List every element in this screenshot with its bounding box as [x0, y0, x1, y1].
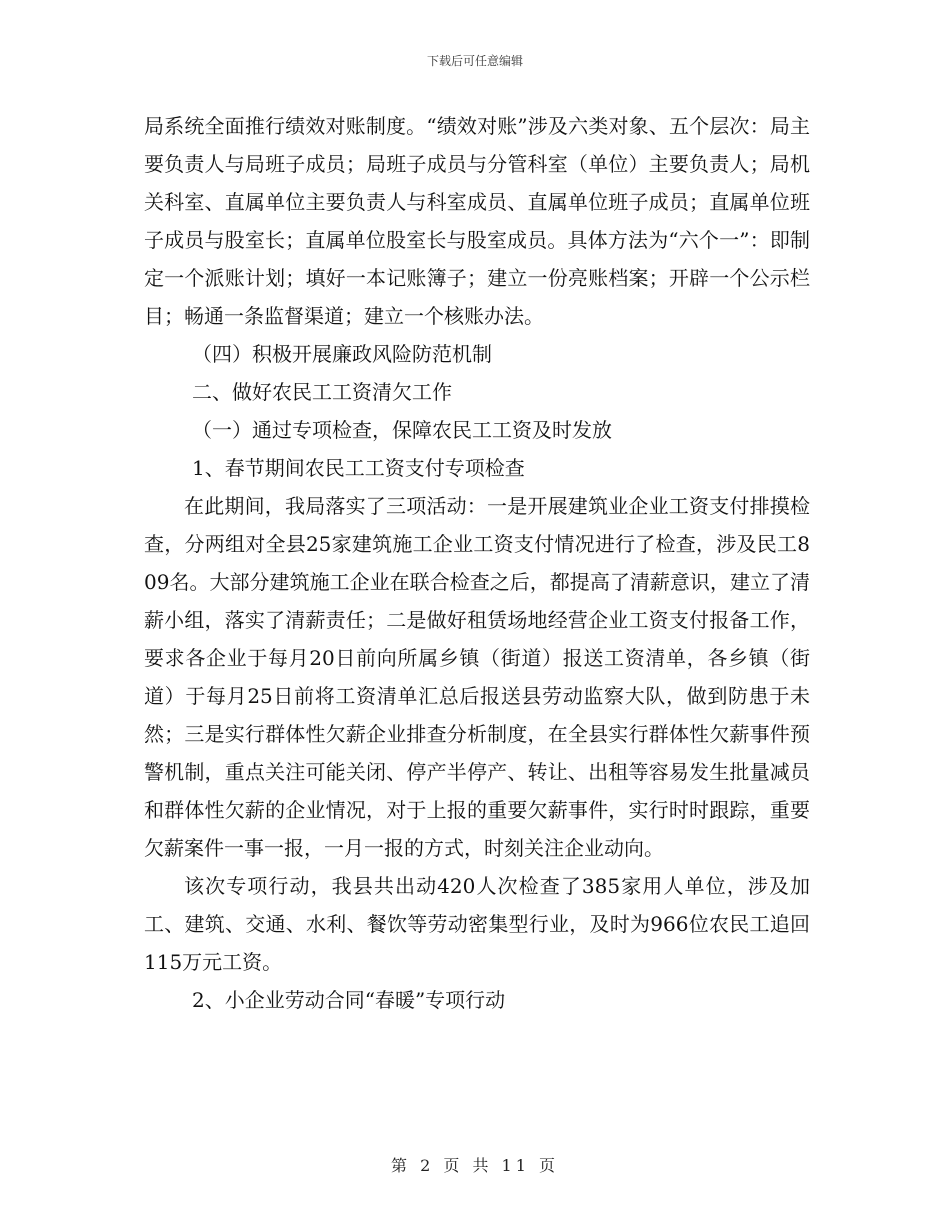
page-number: 第 2 页 共 11 页: [391, 1156, 559, 1175]
header-note: 下载后可任意编辑: [426, 54, 523, 68]
section-heading-1: （一）通过专项检查，保障农民工工资及时发放: [192, 418, 612, 442]
document-body: [144, 107, 810, 1019]
paragraph-results: 该次专项行动，我县共出动420人次检查了385家用人单位，涉及加工、建筑、交通、水利、餐饮等劳动密集型行业，及时为966位农民工追回115万元工资。: [144, 874, 810, 974]
chapter-heading-2: 二、做好农民工工资清欠工作: [192, 380, 452, 404]
item-heading-2: 2、小企业劳动合同“春暖”专项行动: [192, 988, 506, 1012]
paragraph-continued: 局系统全面推行绩效对账制度。“绩效对账”涉及六类对象、五个层次：局主要负责人与局班子成员；局班子成员与分管科室（单位）主要负责人；局机关科室、直属单位主要负责人与科室成员、直属单位班子成员；直属单位班子成员与股室长；直属单位股室长与股室成员。具体方法为“六个一”：即制定一个派账计划；填好一本记账簿子；建立一份亮账档案；开辟一个公示栏目；畅通一条监督渠道；建立一个核账办法。: [144, 114, 810, 328]
paragraph-activities: 在此期间，我局落实了三项活动：一是开展建筑业企业工资支付排摸检查，分两组对全县25家建筑施工企业工资支付情况进行了检查，涉及民工809名。大部分建筑施工企业在联合检查之后，都提高了清薪意识，建立了清薪小组，落实了清薪责任；二是做好租赁场地经营企业工资支付报备工作，要求各企业于每月20日前向所属乡镇（街道）报送工资清单，各乡镇（街道）于每月25日前将工资清单汇总后报送县劳动监察大队，做到防患于未然；三是实行群体性欠薪企业排查分析制度，在全县实行群体性欠薪事件预警机制，重点关注可能关闭、停产半停产、转让、出租等容易发生批量减员和群体性欠薪的企业情况，对于上报的重要欠薪事件，实行时时跟踪，重要欠薪案件一事一报，一月一报的方式，时刻关注企业动向。: [144, 494, 810, 860]
item-heading-1: 1、春节期间农民工工资支付专项检查: [192, 456, 525, 480]
section-heading-4: （四）积极开展廉政风险防范机制: [192, 342, 492, 366]
